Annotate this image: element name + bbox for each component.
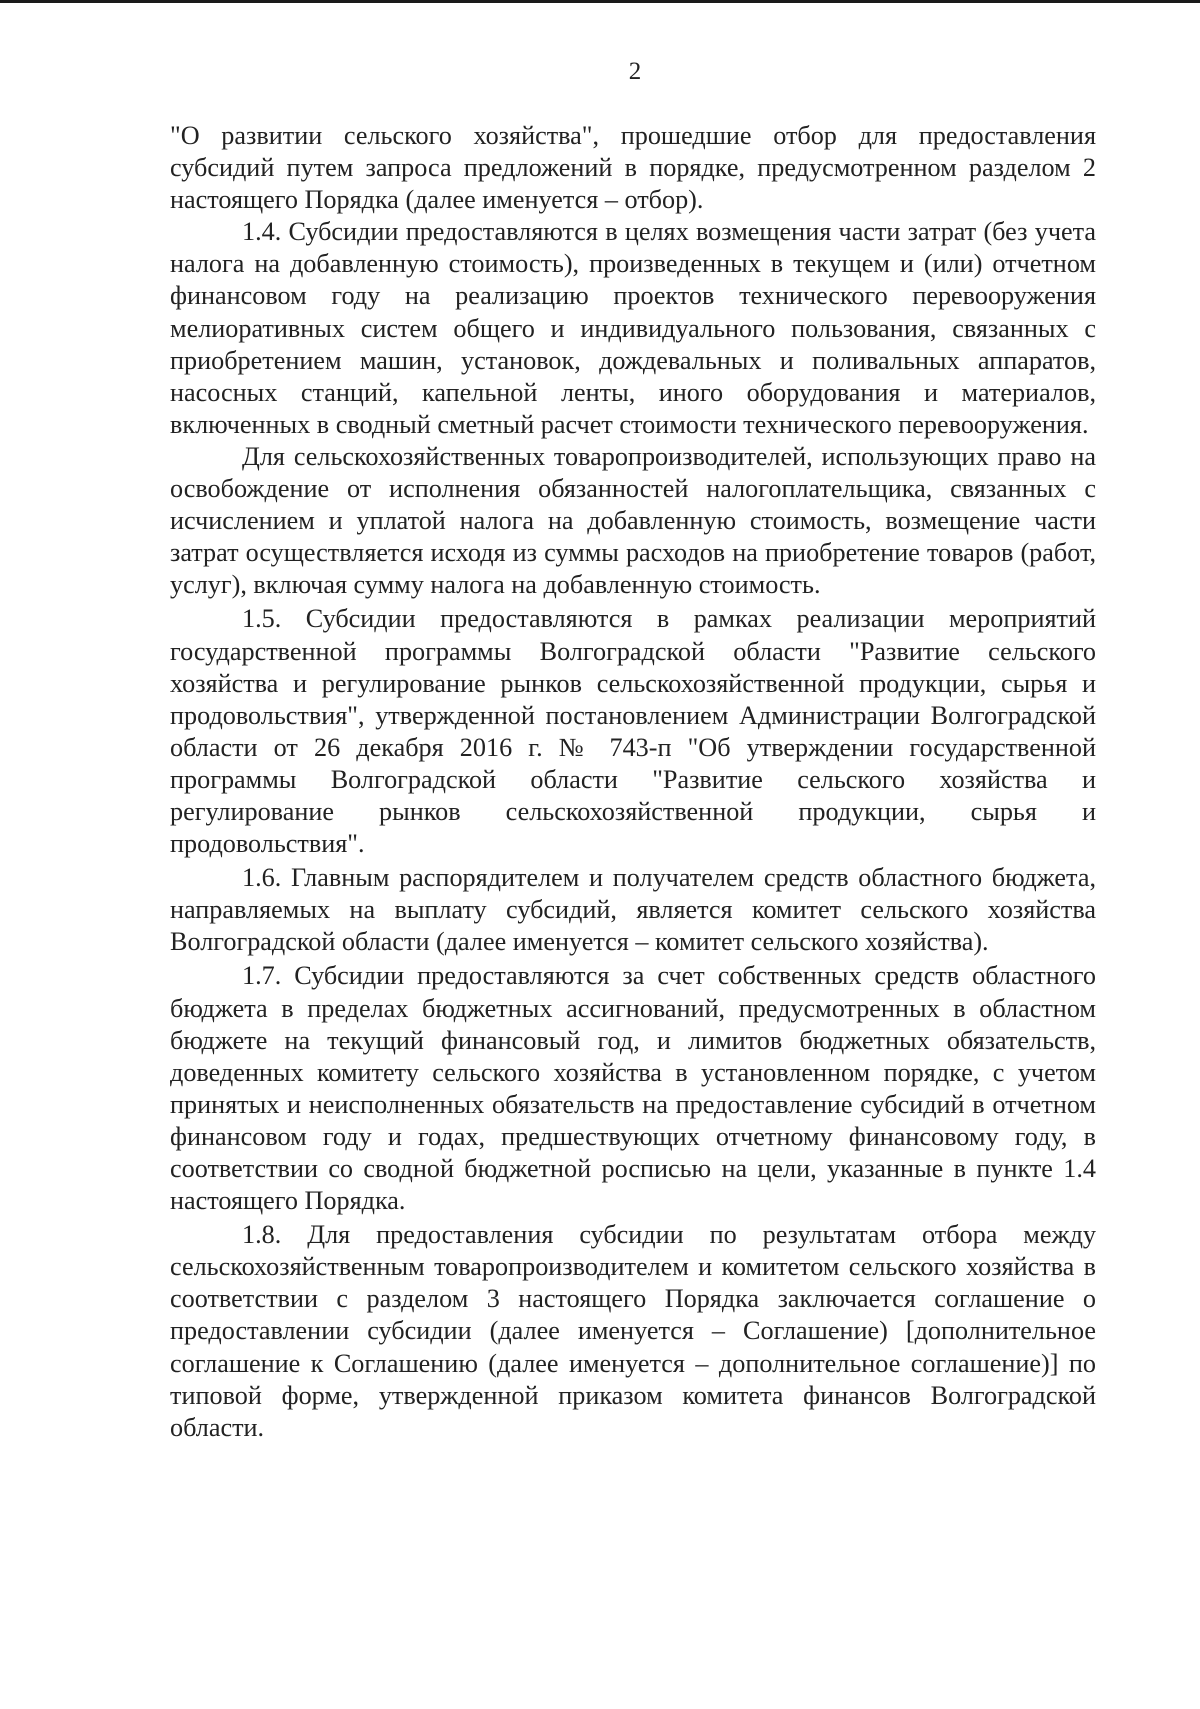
paragraph-vat-note: Для сельскохозяйственных товаропроизводителей, использующих право на освобождение от исполнения обязанностей налогоплательщика, связанных с исчислением и уплатой налога на добавленную стоимость, возмещение части затрат осуществляется исходя из суммы расходов на приобретение товаров (работ, услуг), включая сумму налога на добавленную стоимость. [170, 441, 1096, 600]
page-number: 2 [628, 58, 642, 85]
scan-top-border [0, 0, 1200, 3]
paragraph-1-6: 1.6. Главным распорядителем и получателем средств областного бюджета, направляемых на выплату субсидий, является комитет сельского хозяйства Волгоградской области (далее именуется – комитет сельского хозяйства). [170, 863, 1096, 957]
paragraph-1-7: 1.7. Субсидии предоставляются за счет собственных средств областного бюджета в пределах бюджетных ассигнований, предусмотренных в областном бюджете на текущий финансовый год, и лимитов бюджетных обязательств, доведенных комитету сельского хозяйства в установленном порядке, с учетом принятых и неисполненных обязательств на предоставление субсидий в отчетном финансовом году и годах, предшествующих отчетному финансовому году, в соответствии со сводной бюджетной росписью на цели, указанные в пункте 1.4 настоящего Порядка. [170, 961, 1096, 1216]
paragraph-1-4: 1.4. Субсидии предоставляются в целях возмещения части затрат (без учета налога на добавленную стоимость), произведенных в текущем и (или) отчетном финансовом году на реализацию проектов технического перевооружения мелиоративных систем общего и индивидуального пользования, связанных с приобретением машин, установок, дождевальных и поливальных аппаратов, насосных станций, капельной ленты, иного оборудования и материалов, включенных в сводный сметный расчет стоимости технического перевооружения. [170, 217, 1096, 439]
paragraph-1-8: 1.8. Для предоставления субсидии по результатам отбора между сельскохозяйственным товаропроизводителем и комитетом сельского хозяйства в соответствии с разделом 3 настоящего Порядка заключается соглашение о предоставлении субсидии (далее именуется – Соглашение) [дополнительное соглашение к Соглашению (далее именуется – дополнительное соглашение)] по типовой форме, утвержденной приказом комитета финансов Волгоградской области. [170, 1220, 1096, 1442]
paragraph-1-5: 1.5. Субсидии предоставляются в рамках реализации мероприятий государственной программы Волгоградской области "Развитие сельского хозяйства и регулирование рынков сельскохозяйственной продукции, сырья и продовольствия", утвержденной постановлением Администрации Волгоградской области от 26 декабря 2016 г. № 743-п "Об утверждении государственной программы Волгоградской области "Развитие сельского хозяйства и регулирование рынков сельскохозяйственной продукции, сырья и продовольствия". [170, 604, 1096, 859]
paragraph-continuation: "О развитии сельского хозяйства", прошедшие отбор для предоставления субсидий путем запроса предложений в порядке, предусмотренном разделом 2 настоящего Порядка (далее именуется – отбор). [170, 121, 1096, 215]
document-body [170, 120, 1096, 1444]
